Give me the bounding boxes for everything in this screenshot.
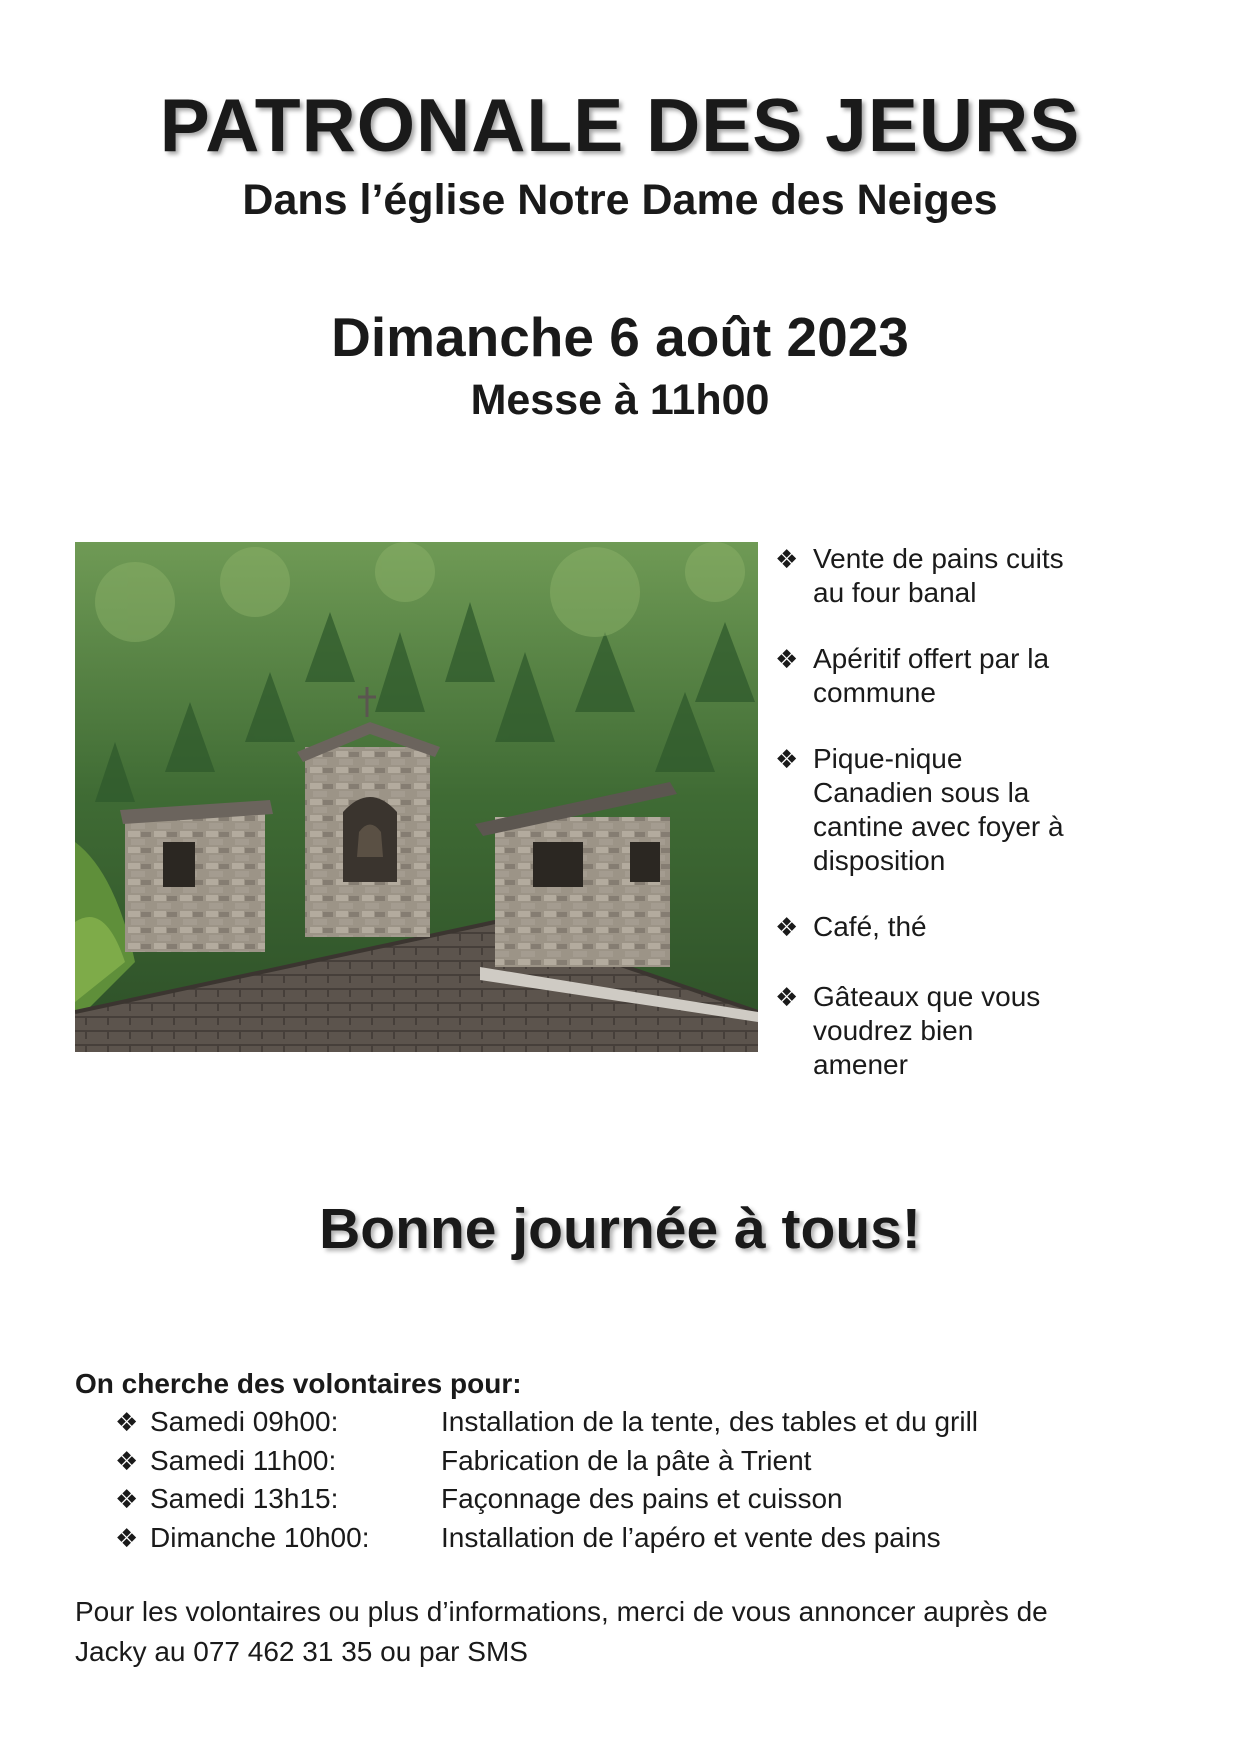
contact-info bbox=[75, 1592, 1175, 1672]
schedule-task: Installation de l’apéro et vente des pains bbox=[441, 1521, 941, 1553]
list-item bbox=[775, 542, 1075, 610]
diamond-bullet-icon: ❖ bbox=[775, 982, 799, 1012]
diamond-bullet-icon: ❖ bbox=[115, 1484, 139, 1514]
diamond-bullet-icon: ❖ bbox=[775, 744, 799, 774]
feature-text: Gâteaux que vous voudrez bien amener bbox=[813, 981, 1041, 1080]
event-date: Dimanche 6 août 2023 bbox=[331, 306, 909, 368]
list-item bbox=[775, 910, 1075, 944]
feature-text: Apéritif offert par la commune bbox=[813, 643, 1050, 708]
schedule-time: Samedi 11h00: bbox=[150, 1444, 337, 1476]
diamond-bullet-icon: ❖ bbox=[115, 1445, 139, 1476]
mass-time: Messe à 11h00 bbox=[470, 376, 770, 424]
schedule-task: Installation de la tente, des tables et du grill bbox=[441, 1406, 979, 1437]
schedule-task: Fabrication de la pâte à Trient bbox=[441, 1444, 812, 1476]
volunteers-heading: On cherche des volontaires pour: bbox=[75, 1368, 522, 1399]
schedule-task: Façonnage des pains et cuisson bbox=[441, 1483, 843, 1514]
diamond-bullet-icon: ❖ bbox=[115, 1407, 139, 1437]
feature-text: Pique-nique Canadien sous la cantine avec foyer à disposition bbox=[813, 743, 1064, 876]
diamond-bullet-icon: ❖ bbox=[775, 912, 799, 942]
list-item bbox=[775, 642, 1075, 710]
feature-text: Vente de pains cuits au four banal bbox=[813, 543, 1064, 608]
schedule-time: Samedi 09h00: bbox=[150, 1406, 339, 1437]
feature-text: Café, thé bbox=[813, 911, 927, 942]
contact-line-1: Pour les volontaires ou plus d’informations, merci de vous annoncer auprès de bbox=[75, 1596, 1048, 1627]
page-title: PATRONALE DES JEURS bbox=[159, 83, 1081, 167]
diamond-bullet-icon: ❖ bbox=[775, 544, 799, 574]
church-roof-photo bbox=[75, 542, 758, 1052]
contact-line-2: Jacky au 077 462 31 35 ou par SMS bbox=[75, 1636, 528, 1667]
list-item bbox=[775, 742, 1075, 878]
list-item bbox=[775, 980, 1075, 1082]
feature-list bbox=[775, 542, 1075, 1082]
diamond-bullet-icon: ❖ bbox=[115, 1522, 139, 1553]
diamond-bullet-icon: ❖ bbox=[775, 644, 799, 674]
schedule-time: Dimanche 10h00: bbox=[150, 1521, 370, 1553]
page-subtitle: Dans l’église Notre Dame des Neiges bbox=[242, 176, 998, 224]
schedule-time: Samedi 13h15: bbox=[150, 1483, 339, 1514]
greeting: Bonne journée à tous! bbox=[319, 1197, 921, 1261]
